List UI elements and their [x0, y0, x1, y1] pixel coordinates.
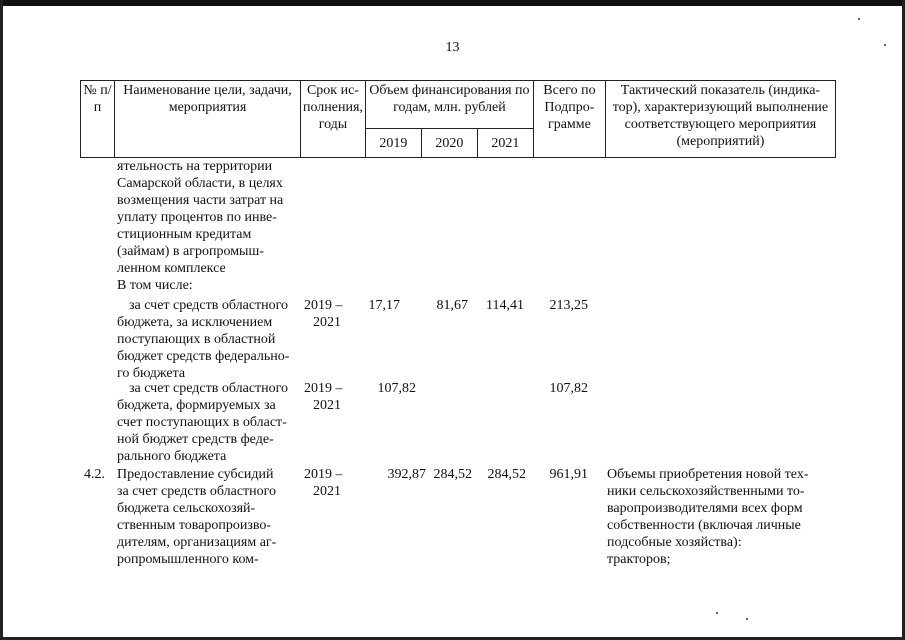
- scan-edge-top: [0, 0, 905, 6]
- text-line: бюджета сельскохозяй-: [117, 501, 256, 516]
- item42-total: 961,91: [549, 467, 588, 482]
- year-header-2021: 2021: [477, 129, 533, 158]
- text-line: бюджет средств федерально-: [117, 349, 290, 364]
- sub2-text: [117, 380, 300, 465]
- sub1-term: [304, 297, 364, 331]
- text-line: стиционным кредитам: [117, 227, 252, 242]
- scan-speck: [746, 618, 748, 620]
- table-header: [80, 80, 836, 158]
- indicator-line: ники сельскохозяйственными то-: [607, 484, 805, 499]
- text-line: ной бюджет средств феде-: [117, 432, 274, 447]
- indicator-line: варопроизводителями всех форм: [607, 501, 803, 516]
- text-line: уплату процентов по инве-: [117, 210, 277, 225]
- text-line: за счет средств областного: [129, 298, 289, 313]
- sub2-2019: 107,82: [377, 381, 416, 396]
- item42-indicator: [607, 466, 835, 568]
- scan-speck: [858, 18, 860, 20]
- text-line: В том числе:: [117, 278, 193, 293]
- text-line: ственным товаропроизво-: [117, 518, 272, 533]
- text-line: ятельность на территории: [117, 159, 273, 174]
- page-number: 13: [445, 40, 460, 55]
- col-header-number: № п/п: [81, 81, 115, 158]
- item42-2019: 392,87: [387, 467, 426, 482]
- text-line: счет поступающих в област-: [117, 415, 287, 430]
- text-line: возмещения части затрат на: [117, 193, 284, 208]
- term-line: 2021: [313, 315, 341, 330]
- item42-2021: 284,52: [487, 467, 526, 482]
- sub2-total: 107,82: [549, 381, 588, 396]
- text-line: ропромышленного ком-: [117, 552, 259, 567]
- text-line: дителям, организациям аг-: [117, 535, 277, 550]
- sub1-text: [117, 297, 300, 382]
- text-line: (займам) в агропромыш-: [117, 244, 264, 259]
- text-line: Самарской области, в целях: [117, 176, 283, 191]
- item42-2020: 284,52: [433, 467, 472, 482]
- scan-speck: [716, 612, 718, 614]
- indicator-line: тракторов;: [607, 552, 671, 567]
- table-body: [0, 158, 905, 578]
- term-line: 2019 –: [304, 467, 343, 482]
- indicator-line: подсобные хозяйства):: [607, 535, 742, 550]
- sub2-term: [304, 380, 364, 414]
- term-line: 2021: [313, 484, 341, 499]
- term-line: 2019 –: [304, 298, 343, 313]
- col-header-term: Срок ис-полнения, годы: [301, 81, 366, 158]
- text-line: рального бюджета: [117, 449, 227, 464]
- text-line: бюджета, формируемых за: [117, 398, 276, 413]
- text-line: Предоставление субсидий: [117, 467, 274, 482]
- sub1-2021: 114,41: [486, 298, 524, 313]
- sub1-2019: 17,17: [368, 298, 400, 313]
- text-line: ленном комплексе: [117, 261, 226, 276]
- year-header-2020: 2020: [421, 129, 477, 158]
- item-index: 4.2.: [84, 467, 105, 482]
- text-line: бюджета, за исключением: [117, 315, 273, 330]
- sub1-total: 213,25: [549, 298, 588, 313]
- col-header-indicator: Тактический показатель (индика-тор), характеризующий выполнение соответствующего мероприятия (мероприятий): [605, 81, 835, 158]
- term-line: 2019 –: [304, 381, 343, 396]
- col-header-name: Наименование цели, задачи, мероприятия: [115, 81, 301, 158]
- item42-text: [117, 466, 300, 568]
- year-header-2019: 2019: [365, 129, 421, 158]
- indicator-line: собственности (включая личные: [607, 518, 801, 533]
- indicator-line: Объемы приобретения новой тех-: [607, 467, 809, 482]
- col-header-total: Всего по Подпро-грамме: [533, 81, 605, 158]
- text-line: за счет средств областного: [129, 381, 289, 396]
- term-line: 2021: [313, 398, 341, 413]
- intro-text: [117, 158, 300, 294]
- sub1-2020: 81,67: [436, 298, 468, 313]
- col-header-funding: Объем финансирования по годам, млн. рублей: [365, 81, 533, 129]
- text-line: поступающих в областной: [117, 332, 276, 347]
- text-line: за счет средств областного: [117, 484, 277, 499]
- text-line: го бюджета: [117, 366, 186, 381]
- item42-term: [304, 466, 364, 500]
